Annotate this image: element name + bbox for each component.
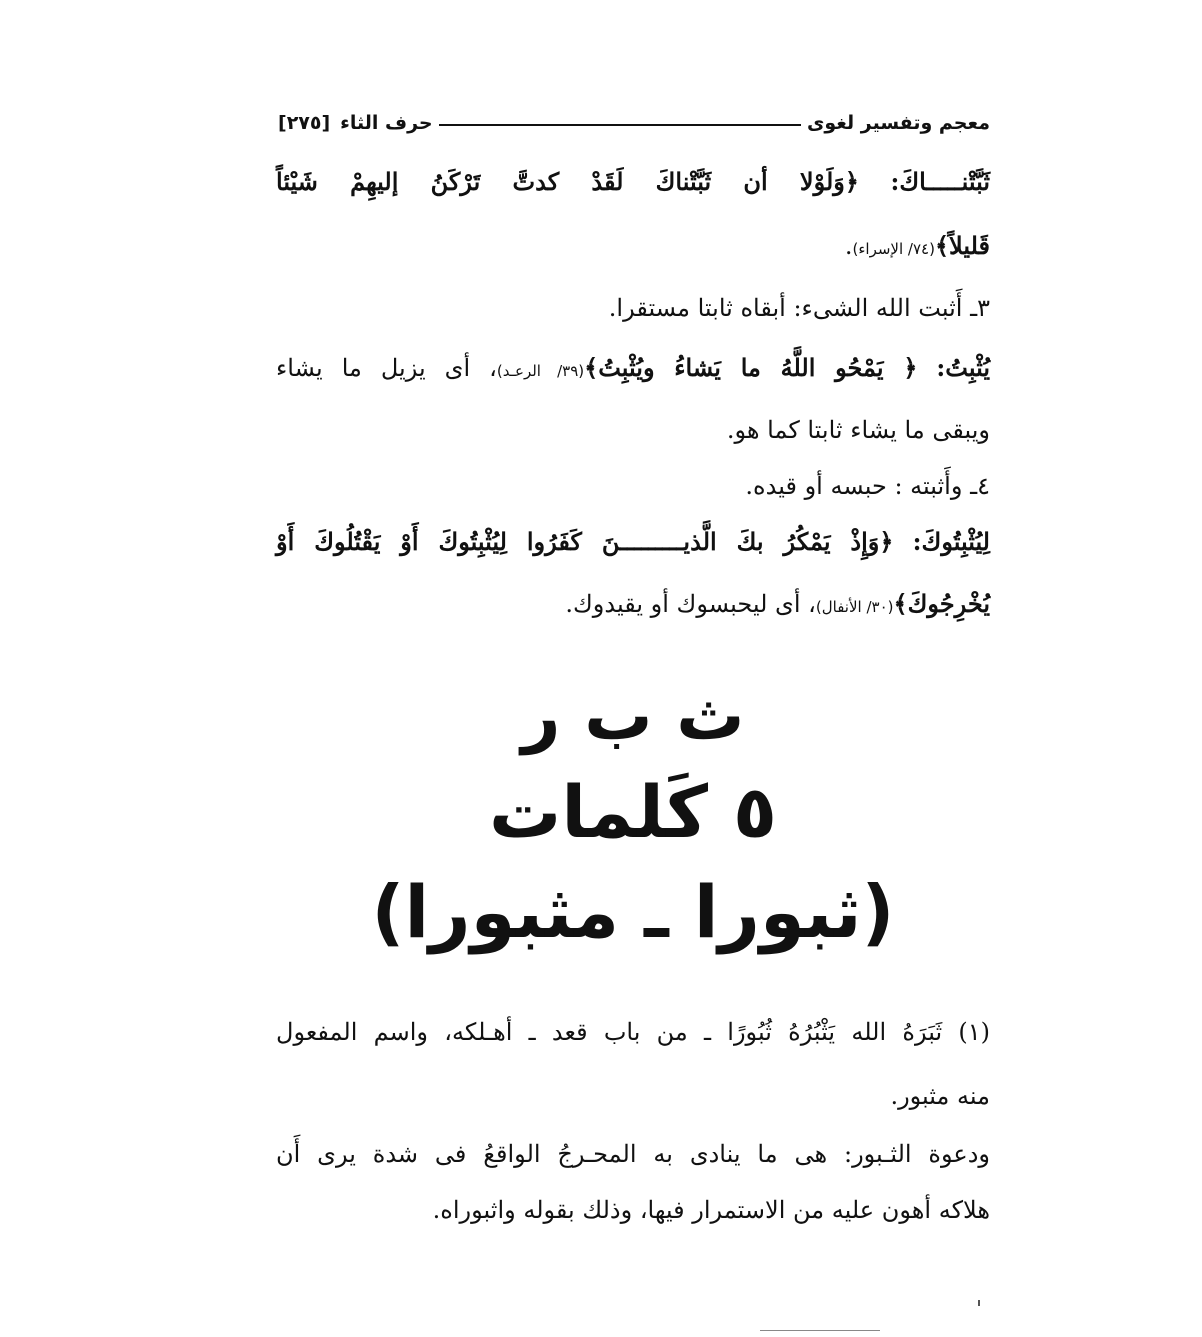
quran-verse: ﴿وَإِذْ يَمْكُرُ بكَ الَّذيـــــــــنَ كَفَرُوا لِيُثْبِتُوكَ أَوْ يَقْتُلُوكَ أَوْ xyxy=(276,527,894,556)
scan-speck xyxy=(978,1300,980,1306)
definition-line xyxy=(276,1134,990,1174)
word-forms-heading: (ثبورا ـ مثبورا) xyxy=(371,870,895,954)
definition-text: ودعوة الثـبور: هى ما ينادى به المحـرجُ الواقعُ فى شدة يرى أَن xyxy=(276,1140,990,1168)
definition-line xyxy=(276,1190,990,1230)
line-tail: ، أى يزيل ما يشاء xyxy=(276,354,497,382)
text-line xyxy=(276,410,990,450)
line-tail: . xyxy=(844,232,853,260)
running-header xyxy=(278,108,990,138)
headword: ثَبَّتْنـــــاكَ: xyxy=(890,167,990,196)
definition-text: منه مثبور. xyxy=(890,1082,990,1110)
text-line xyxy=(276,226,990,269)
header-rule xyxy=(439,124,801,126)
verse-reference: (٣٠/ الأنفال) xyxy=(815,598,894,616)
headword: قَليلاً﴾ xyxy=(934,231,990,260)
text-line xyxy=(276,348,990,391)
definition-text: (١) ثَبَرَهُ الله يَثْبُرُهُ ثُبُورًا ـ من باب قعد ـ أهـلكه، واسم المفعول xyxy=(276,1018,990,1046)
sense-text: ويبقى ما يشاء ثابتا كما هو. xyxy=(726,416,990,444)
headword: يُثْبِتُ: xyxy=(936,353,990,382)
definition-line xyxy=(276,1012,990,1052)
scan-edge-mark xyxy=(760,1330,880,1334)
book-title: معجم وتفسير لغوى xyxy=(806,112,990,134)
quran-verse: ﴿ يَمْحُو اللَّهُ ما يَشاءُ ويُثْبِتُ﴾ xyxy=(584,353,918,382)
verse-reference: (٣٩/ الرعـد) xyxy=(496,362,585,380)
root-letters-heading: ث ب ر xyxy=(521,677,745,756)
text-line xyxy=(276,162,990,202)
word-count-heading: ٥ كَلمات xyxy=(489,770,777,854)
text-line xyxy=(276,522,990,562)
section-title: حرف الثاء xyxy=(340,112,433,134)
definition-line xyxy=(276,1076,990,1116)
text-line xyxy=(276,584,990,627)
quran-verse: ﴿وَلَوْلا أن ثَبَّتْناكَ لَقَدْ كدتَّ تَرْكَنُ إليهِمْ شَيْئاً xyxy=(276,167,859,196)
headword: لِيُثْبِتُوكَ: xyxy=(912,527,990,556)
text-line xyxy=(276,466,990,506)
sense-text: ٣ـ أَثبت الله الشىء: أبقاه ثابتا مستقرا. xyxy=(608,294,990,322)
verse-reference: (٧٤/ الإسراء) xyxy=(852,240,935,258)
line-tail: ، أى ليحبسوك أو يقيدوك. xyxy=(565,590,816,618)
headword: يُخْرِجُوكَ﴾ xyxy=(893,589,990,618)
text-line xyxy=(276,288,990,328)
sense-text: ٤ـ وأَثبته : حبسه أو قيده. xyxy=(745,472,990,500)
definition-text: هلاكه أهون عليه من الاستمرار فيها، وذلك بقوله واثبوراه. xyxy=(432,1196,990,1224)
page-number: [٢٧٥] xyxy=(278,112,331,134)
